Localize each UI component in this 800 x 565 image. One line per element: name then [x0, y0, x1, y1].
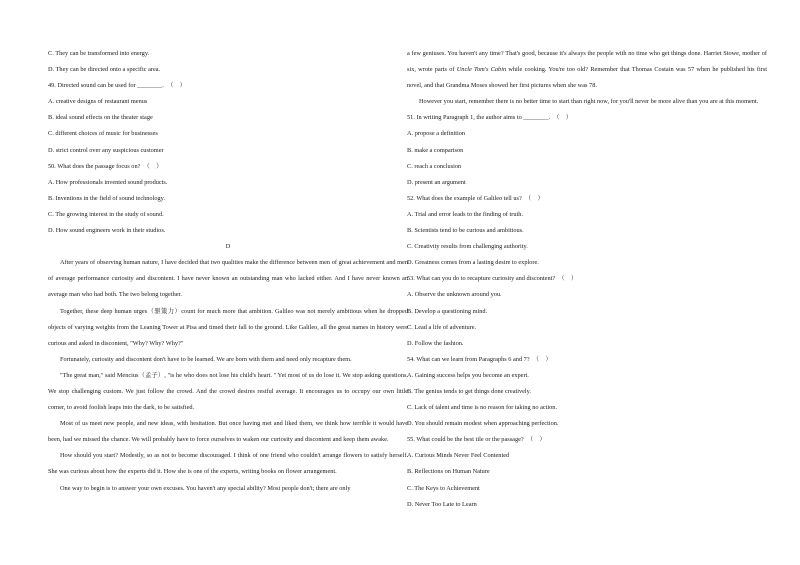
passage-paragraph-7: One way to begin is to answer your own excuses. You haven't any special ability? Most people don't; there are only — [60, 484, 351, 492]
q54-stem: 54. What can we learn from Paragraphs 6 and 7? （ ） — [407, 355, 552, 363]
q50-stem: 50. What does the passage focus on? （ ） — [48, 162, 163, 170]
q55-option-a: A. Curious Minds Never Feel Contented — [407, 452, 510, 460]
q52-option-d: D. Greatness comes from a lasting desire to explore. — [407, 259, 539, 267]
q50-option-b: B. Inventions in the field of sound technology. — [48, 194, 165, 202]
q51-stem: 51. In writing Paragraph 1, the author aims to ________. （ ） — [407, 114, 573, 122]
q52-option-c: C. Creativity results from challenging authority. — [407, 243, 528, 251]
passage-paragraph-3: Fortunately, curiosity and discontent don't have to be learned. We are born with them and need only recapture them. — [60, 355, 352, 363]
q54-option-b: B. The genius tends to get things done creatively. — [407, 387, 531, 395]
q48-option-c: C. They can be transformed into energy. — [48, 50, 150, 57]
q53-option-d: D. Follow the fashion. — [407, 339, 464, 347]
q52-option-a: A. Trial and error leads to the finding of truth. — [407, 210, 523, 218]
q51-option-b: B. make a comparison — [407, 146, 464, 154]
q48-option-d: D. They can be directed onto a specific area. — [48, 66, 161, 74]
passage-paragraph-1: After years of observing human nature, I have decided that two qualities make the difference between men of great achievement and men of average performance curiosity and discontent. I have never known an outstanding man who lacked either. And I have never known an average man who had both. The two belong together. — [48, 259, 408, 299]
q53-stem: 53. What can you do to recapture curiosity and discontent? （ ） — [407, 275, 578, 283]
q55-stem: 55. What could be the best tile or the passage? （ ） — [407, 436, 546, 444]
passage-paragraph-5: Most of us meet new people, and new ideas, with hesitation. But once having met and liked them, we think how terrible it would have been, had we missed the chance. We will probably have to force ourselves to waken our curiosity and discontent and keep them awake. — [48, 420, 408, 444]
q55-option-d: D. Never Too Late to Learn — [407, 500, 477, 508]
passage-paragraph-7-continued — [407, 46, 767, 94]
passage-paragraph-4: "The great man," said Mencius（孟子）, "is he who does not lose his child's heart. " Yet most of us do lose it. We stop asking questions. We stop challenging custom. We just follow the crowd. And the crowd desires restful average. It encourages us to occupy our own little corner, to avoid foolish leaps into the dark, to be satisfied. — [48, 371, 408, 412]
q53-option-c: C. Lead a life of adventure. — [407, 323, 477, 331]
passage-paragraph-6: How should you start? Modestly, so as not to become discouraged. I think of one friend who couldn't arrange flowers to satisfy herself. She was curious about how the experts did it. How she is one of the experts, writing books on flower arrangement. — [48, 452, 408, 476]
right-column — [407, 46, 767, 513]
q55-option-b: B. Reflections on Human Nature — [407, 468, 490, 476]
passage-paragraph-2: Together, these deep human urges（驱策力）count for much more that ambition. Galileo was not merely ambitious when he dropped objects of varying weights from the Leaning Tower at Pisa and timed their fall to the ground. Like Galileo, all the great names in history were curious and asked in discontent, "Why? Why? Why?" — [48, 307, 408, 347]
passage-paragraph-final: However you start, remember there is no better time to start than right now, for you'll never be more alive than you are at this moment. — [419, 98, 759, 106]
q52-option-b: B. Scientists tend to be curious and ambitious. — [407, 227, 524, 235]
q49-stem: 49. Directed sound can be used for ________. （ ） — [48, 82, 186, 90]
q51-option-d: D. present an argument — [407, 178, 466, 186]
continued-text-part-2: while cooking. You're too old? Remember that Thomas Costain was 57 when he published his first novel, and that Grandma Moses showed her first pictures when she was 78. — [407, 66, 767, 90]
q54-option-a: A. Gaining success helps you become an expert. — [407, 371, 529, 379]
q49-option-b: B. ideal sound effects on the theater stage — [48, 114, 153, 122]
q51-option-c: C. reach a conclusion — [407, 162, 462, 170]
q49-option-c: C. different choices of music for businesses — [48, 130, 158, 138]
continued-text-part-1: a few geniuses. You haven't any time? That's good, because it's always the people with no time who get things done. Harriet Stowe, mother of six, wrote parts of — [407, 50, 767, 74]
q50-option-d: D. How sound engineers work in their studios. — [48, 227, 166, 235]
q50-option-c: C. The growing interest in the study of sound. — [48, 210, 164, 218]
q49-option-a: A. creative designs of restaurant menus — [48, 98, 148, 106]
q52-stem: 52. What does the example of Galileo tell us? （ ） — [407, 194, 544, 202]
book-title: Uncle Tom's Cabin — [456, 66, 507, 74]
q51-option-a: A. propose a definition — [407, 130, 466, 138]
left-column — [48, 46, 408, 497]
q53-option-b: B. Develop a questioning mind. — [407, 307, 488, 315]
q49-option-d: D. strict control over any suspicious customer — [48, 146, 164, 154]
q53-option-a: A. Observe the unknown around you. — [407, 291, 502, 299]
q55-option-c: C. The Keys to Achievement — [407, 484, 480, 492]
q54-option-d: D. You should remain modest when approaching perfection. — [407, 420, 559, 428]
q54-option-c: C. Lack of talent and time is no reason for taking no action. — [407, 404, 558, 412]
section-letter: D — [225, 243, 231, 251]
q50-option-a: A. How professionals invented sound products. — [48, 178, 168, 186]
